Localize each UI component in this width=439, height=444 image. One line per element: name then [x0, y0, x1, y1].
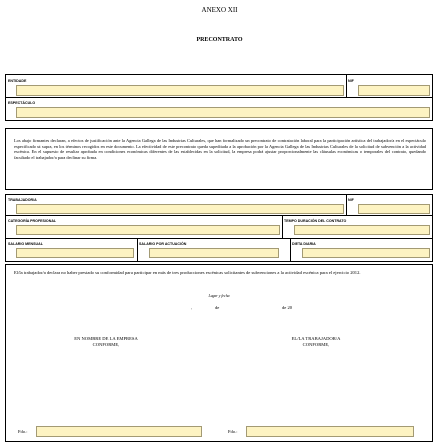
worker-field[interactable]: [16, 204, 344, 214]
performance-salary-label: SALARIO POR ACTUACIÓN: [139, 242, 187, 246]
worker-row-divider-2: [6, 238, 432, 239]
declaration-box: [5, 128, 433, 190]
declaration-text: Los abajo firmantes declaran, a efectos de justificación ante la Agencia Gallega de las Industrias Culturales, que han formalizado un precontrato de contratación laboral para la participación artística del trabajador/a en el espectáculo especificado ut supra, en los términos recogidos en este documento. La efectividad de este precontrato queda supeditada a la aprobación por la Agencia Gallega de las Industrias Culturales de la solicitud de subvención a la actividad escénica. En el supuesto de resultar aprobada en condiciones económicas diferentes de las establecidas en la solicitud, la empresa podrá ajustar proporcionalmente las cláusulas económicas o temporales del contrato, quedando facultado el trabajador/a para declinar su firma.: [14, 138, 426, 160]
signature-section: [5, 264, 433, 442]
row-divider: [6, 97, 432, 98]
salary-divider-2: [290, 238, 291, 261]
place-date-label: Lugar y fecha: [208, 294, 230, 298]
monthly-salary-label: SALARIO MENSUAL: [8, 242, 43, 246]
duration-divider: [282, 215, 283, 238]
worker-label: TRABAJADOR/A: [8, 198, 37, 202]
entity-label: ENTIDADE: [8, 79, 27, 83]
entity-nif-field[interactable]: [358, 85, 430, 96]
show-field[interactable]: [16, 107, 430, 118]
worker-nif-label: NIF: [348, 198, 354, 202]
entity-field[interactable]: [16, 85, 344, 96]
nif-divider: [346, 75, 347, 97]
performance-salary-field[interactable]: [149, 248, 279, 258]
diet-field[interactable]: [302, 248, 430, 258]
date-year: de 20: [282, 305, 293, 310]
company-line2: CONFORME,: [92, 342, 120, 347]
nif-label: NIF: [348, 79, 354, 83]
signature-label-left: Fdo.:: [18, 429, 28, 434]
duration-field[interactable]: [294, 225, 430, 235]
date-comma: ,: [191, 305, 193, 310]
entity-section: [5, 74, 433, 121]
worker-nif-field[interactable]: [358, 204, 430, 214]
date-de: de: [215, 305, 220, 310]
duration-label: TEMPO DURACIÓN DEL CONTRATO: [284, 219, 347, 223]
worker-section: [5, 194, 433, 262]
company-signature-field[interactable]: [36, 426, 202, 437]
worker-nif-divider: [346, 195, 347, 215]
worker-row-divider-1: [6, 215, 432, 216]
company-line1: EN NOMBRE DE LA EMPRESA: [74, 336, 138, 341]
declaration-statement: El/la trabajador/a declara no haber prestado su conformidad para participar en más de tres producciones escénicas solicitantes de subvenciones a la actividad escénica para el ejercicio 2012.: [14, 270, 361, 275]
salary-divider-1: [137, 238, 138, 261]
signature-label-right: Fdo.:: [228, 429, 238, 434]
category-field[interactable]: [16, 225, 280, 235]
worker-sign-line1: EL/LA TRABAJADOR/A: [291, 336, 341, 341]
worker-sign-line2: CONFORME,: [302, 342, 330, 347]
annex-title: ANEXO XII: [201, 6, 238, 14]
category-label: CATEGORÍA PROFESIONAL: [8, 219, 57, 223]
diet-label: DIETA DIARIA: [292, 242, 316, 246]
document-title: PRECONTRATO: [196, 37, 243, 43]
monthly-salary-field[interactable]: [16, 248, 134, 258]
show-label: ESPECTÁCULO: [8, 101, 36, 105]
worker-signature-field[interactable]: [246, 426, 414, 437]
